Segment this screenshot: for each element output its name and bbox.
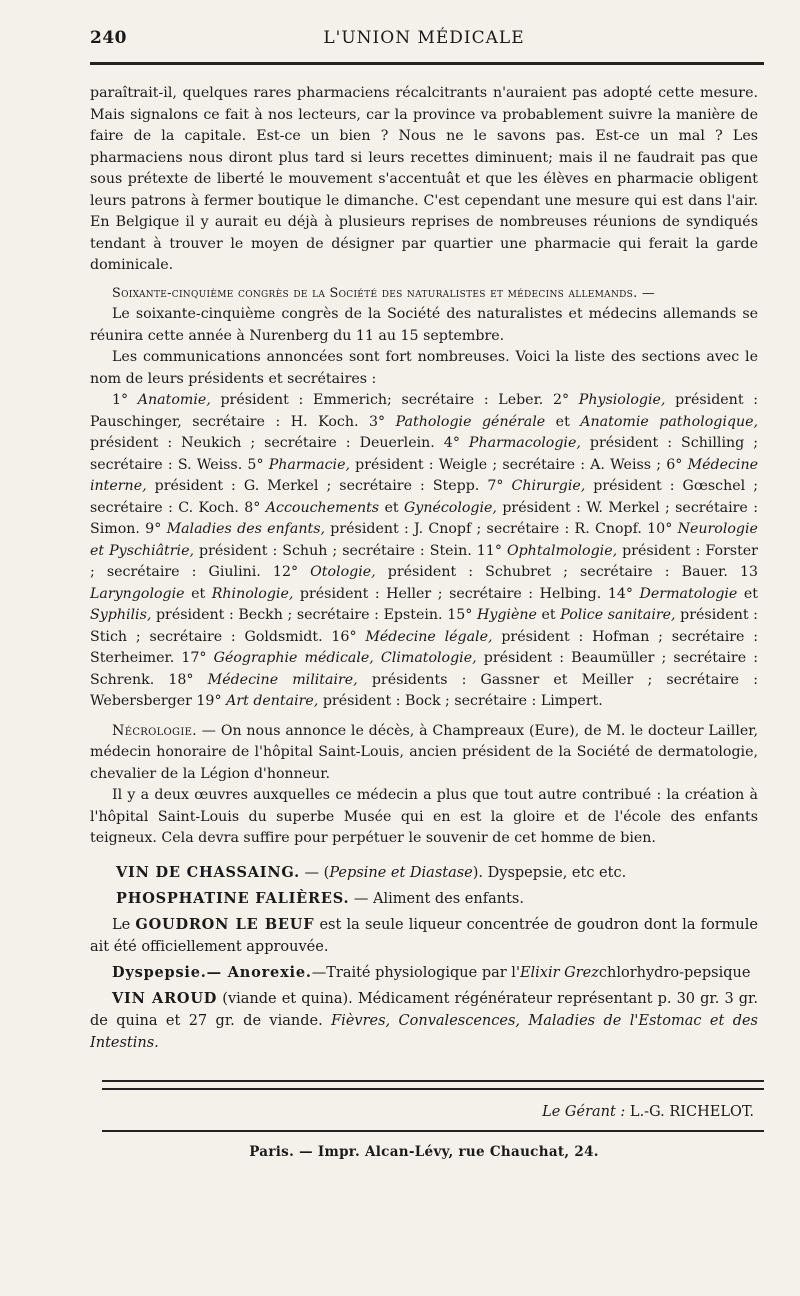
section-name: Syphilis, <box>90 607 152 623</box>
congress-sections-list <box>90 390 758 713</box>
section-officers: président : Heller ; secrétaire : Helbing. <box>293 585 608 602</box>
section-num: 3° <box>368 413 396 430</box>
section-num: 18° <box>168 671 208 688</box>
necrology-text: — On nous annonce le décès, à Champreaux (Eure), de M. le docteur Lailler, médecin honoraire de l'hôpital Saint-Louis, ancien président de la Société de dermatologie, chevalier de la Légion d'honneur. <box>90 722 758 782</box>
footer-rule <box>102 1130 764 1132</box>
section-conjunction: et <box>737 585 758 602</box>
section-name: Géographie médicale, Climatologie, <box>213 650 477 666</box>
section-num: 14° <box>607 585 640 602</box>
congress-heading <box>90 283 758 305</box>
section-conjunction: et <box>379 499 404 516</box>
ad-name: PHOSPHATINE FALIÈRES. <box>116 889 350 907</box>
ad-name: VIN AROUD <box>112 989 218 1007</box>
section-num: 6° <box>666 456 688 473</box>
ad-text: Le <box>112 916 136 933</box>
ad-dyspepsie <box>90 962 758 984</box>
section-num: 13 <box>739 564 758 580</box>
section-name: Accouchements <box>265 499 380 516</box>
section-conjunction: et <box>184 585 212 602</box>
section-name: Médecine interne, <box>90 456 758 494</box>
section-officers: président : J. Cnopf ; secrétaire : R. Cnopf. <box>325 521 648 537</box>
spacer <box>90 850 758 858</box>
section-name: Pathologie générale <box>395 413 546 430</box>
section-num: 2° <box>552 392 579 408</box>
section-num: 12° <box>272 564 311 580</box>
pharmacy-paragraph: paraîtrait-il, quelques rares pharmaciens récalcitrants n'auraient pas adopté cette mesure. Mais signalons ce fait à nos lecteurs, car la province va probablement suivre la manière de faire de la capitale. Est-ce un bien ? Nous ne le savons pas. Est-ce un mal ? Les pharmaciens nous diront plus tard si leurs recettes diminuent; mais il ne faudrait pas que sous prétexte de liberté le mouvement s'accentuât et que les élèves en pharmacie obligent leurs patrons à fermer boutique le dimanche. C'est cependant une mesure qui est dans l'air. En Belgique il y aurait eu déjà à plusieurs reprises de nombreuses réunions de syndiqués tendant à trouver le moyen de désigner par quartier une pharmacie qui ferait la garde dominicale. <box>90 85 758 273</box>
section-officers: président : Forster ; secrétaire : Giulini. <box>90 542 758 580</box>
ad-text: est la seule liqueur concentrée de goudron dont la formule ait été officiellement approuvée. <box>90 916 758 955</box>
section-num: 4° <box>443 435 469 451</box>
section-name: Laryngologie <box>90 585 185 602</box>
manager-signature <box>90 1104 758 1120</box>
ad-goudron <box>90 914 758 958</box>
congress-intro: Le soixante-cinquième congrès de la Société des naturalistes et médecins allemands se réunira cette année à Nurenberg du 11 au 15 septembre. <box>90 306 758 344</box>
section-officers: président : Pauschinger, secrétaire : H. Koch. <box>90 392 758 430</box>
printer-imprint: Paris. — Impr. Alcan-Lévy, rue Chauchat, 24. <box>249 1143 599 1160</box>
section-conjunction: et <box>545 413 581 430</box>
section-name: Dermatologie <box>639 585 738 602</box>
ad-text: ). Dyspepsie, etc etc. <box>472 864 627 881</box>
header-rule <box>90 62 764 65</box>
section-officers: président : Beckh ; secrétaire : Epstein. <box>151 607 448 623</box>
section-officers: président : G. Merkel ; secrétaire : Stepp. <box>146 478 488 494</box>
manager-role: Le Gérant : <box>542 1103 626 1120</box>
section-num: 9° <box>145 521 167 537</box>
ad-name: Dyspepsie.— Anorexie. <box>112 963 312 981</box>
ad-text: —Traité physiologique par l' <box>311 964 520 981</box>
footer-double-rule <box>102 1080 764 1090</box>
running-title: L'UNION MÉDICALE <box>323 28 525 48</box>
ad-vin-chassaing <box>116 862 758 884</box>
section-num: 8° <box>244 499 266 516</box>
section-name: Neurologie et Pyschiâtrie, <box>90 521 758 559</box>
section-name: Gynécologie, <box>403 499 497 516</box>
section-name: Ophtalmologie, <box>506 542 618 559</box>
ad-text: — Aliment des enfants. <box>349 890 524 907</box>
section-num: 5° <box>247 456 269 473</box>
section-num: 7° <box>487 478 512 494</box>
necrology-paragraph-2: Il y a deux œuvres auxquelles ce médecin a plus que tout autre contribué : la création à l'hôpital Saint-Louis du superbe Musée qui en est la gloire et de l'école des enfants teigneux. Cela devra suffire pour perpétuer le souvenir de cet homme de bien. <box>90 787 758 846</box>
ad-text: — ( <box>299 864 330 881</box>
ad-text: (viande et quina). Médicament régénérateur représentant p. 30 gr. 3 gr. de quina et 27 gr. de viande. <box>90 990 758 1029</box>
section-name: Médecine militaire, <box>207 671 358 688</box>
section-conjunction: et <box>536 607 561 623</box>
section-name: Physiologie, <box>578 392 666 408</box>
section-name: Médecine légale, <box>365 628 493 645</box>
section-officers: président : Weigle ; secrétaire : A. Weiss ; <box>349 456 667 473</box>
ad-italic: Pepsine et Diastase <box>329 864 473 881</box>
congress-heading-text: Soixante-cinquième congrès de la Société des naturalistes et médecins allemands. — <box>112 285 655 301</box>
section-num: 17° <box>181 650 214 666</box>
section-officers: présidents : Gassner et Meiller ; secrétaire : Webersberger <box>90 671 758 709</box>
section-name: Anatomie, <box>137 392 211 408</box>
section-name: Otologie, <box>310 564 376 580</box>
section-num: 10° <box>647 521 678 537</box>
section-num: 19° <box>196 693 227 709</box>
section-officers: président : Schilling ; secrétaire : S. Weiss. <box>90 435 758 473</box>
section-num: 16° <box>331 628 366 645</box>
section-name: Pharmacologie, <box>468 435 581 451</box>
section-officers: président : Beaumüller ; secrétaire : Schrenk. <box>90 650 758 688</box>
section-num: 11° <box>476 542 507 559</box>
section-officers: président : Schuh ; secrétaire : Stein. <box>193 542 477 559</box>
section-name: Anatomie pathologique, <box>580 413 759 430</box>
section-num: 15° <box>447 607 477 623</box>
section-officers: président : Gœschel ; secrétaire : C. Koch. <box>90 478 758 516</box>
ad-vin-aroud <box>90 988 758 1054</box>
section-name: Rhinologie, <box>211 585 294 602</box>
section-name: Police sanitaire, <box>560 607 676 623</box>
section-officers: président : Neukich ; secrétaire : Deuerlein. <box>90 435 444 451</box>
section-num: 1° <box>112 392 138 408</box>
section-officers: président : Schubret ; secrétaire : Bauer. <box>375 564 740 580</box>
section-name: Hygiène <box>476 607 537 623</box>
section-name: Pharmacie, <box>268 456 350 473</box>
section-name: Chirurgie, <box>511 478 586 494</box>
section-officers: président : Emmerich; secrétaire : Leber. <box>210 392 553 408</box>
ad-italic: Fièvres, Convalescences, Maladies de l'Estomac et des Intestins. <box>90 1012 759 1051</box>
congress-list-intro: Les communications annoncées sont fort nombreuses. Voici la liste des sections avec le nom de leurs présidents et secrétaires : <box>90 349 758 387</box>
section-officers: président : Stich ; secrétaire : Goldsmidt. <box>90 607 758 645</box>
section-name: Art dentaire, <box>226 693 319 709</box>
section-officers: président : Bock ; secrétaire : Limpert. <box>318 693 603 709</box>
section-officers: président : Hofman ; secrétaire : Sterheimer. <box>90 628 758 666</box>
ad-name: VIN DE CHASSAING. <box>116 863 300 881</box>
section-officers: président : W. Merkel ; secrétaire : Simon. <box>90 499 758 537</box>
ad-text: chlorhydro-pepsique <box>598 964 751 981</box>
spacer <box>90 713 758 721</box>
ad-name: GOUDRON LE BEUF <box>135 915 315 933</box>
necrology-paragraph <box>90 721 758 786</box>
page-number: 240 <box>90 28 127 48</box>
ad-phosphatine <box>116 888 758 910</box>
necrology-heading: Nécrologie. <box>112 722 197 739</box>
page-header <box>90 22 758 62</box>
manager-name: L.-G. RICHELOT. <box>625 1103 754 1120</box>
ad-italic: Elixir Grez <box>519 964 599 981</box>
section-name: Maladies des enfants, <box>166 521 326 537</box>
